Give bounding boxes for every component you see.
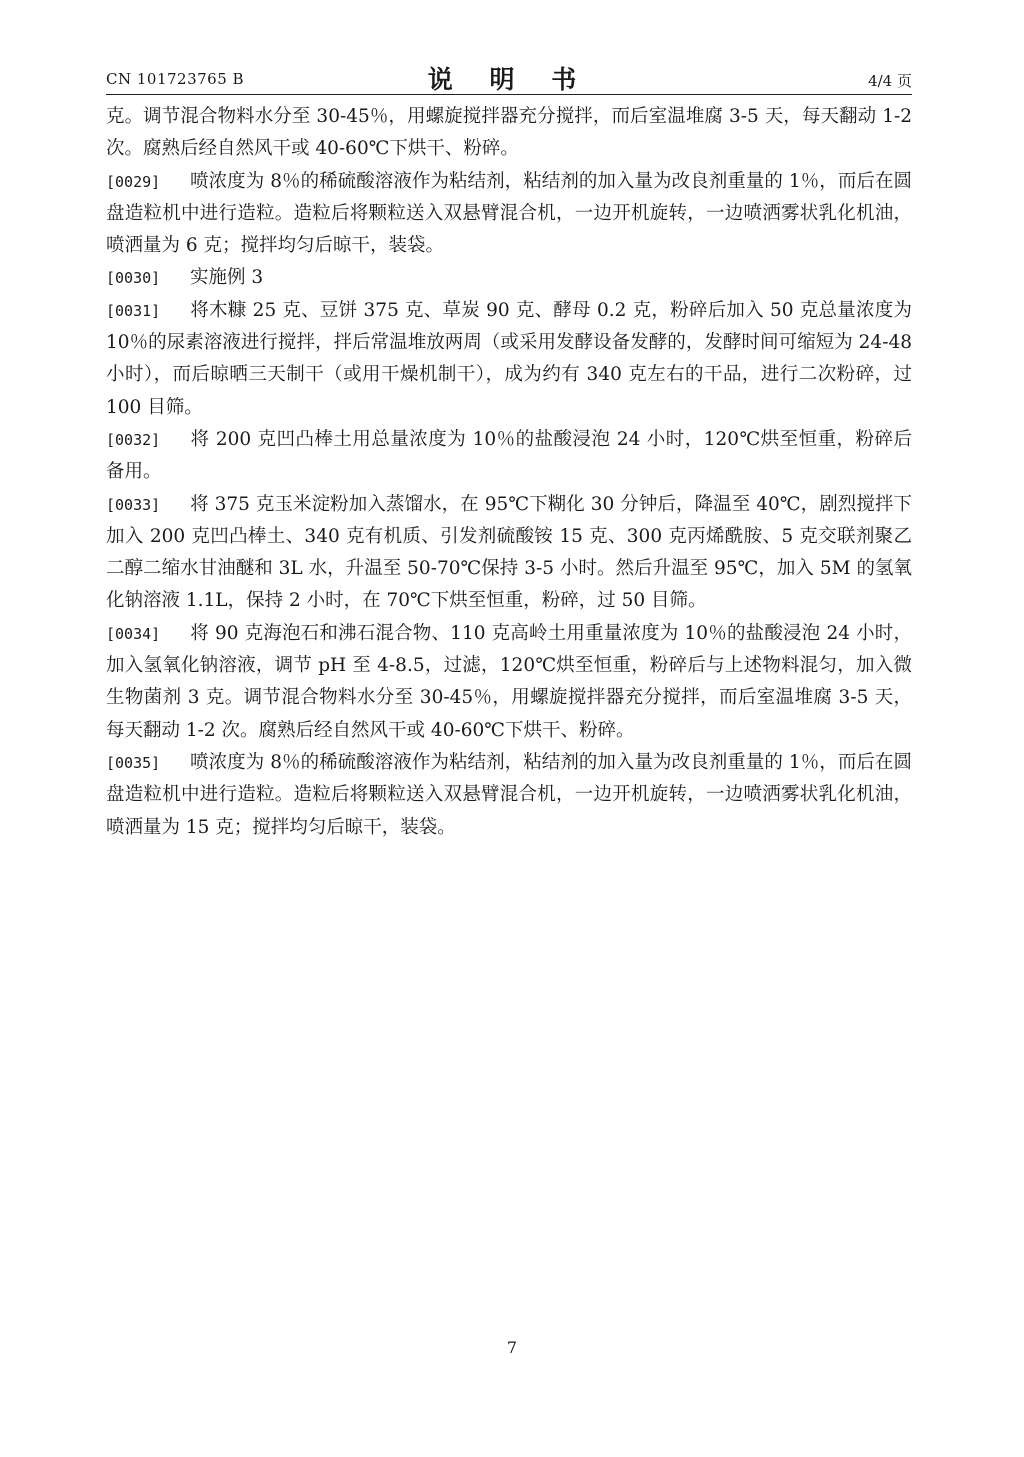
paragraph-text: 将 200 克凹凸棒土用总量浓度为 10％的盐酸浸泡 24 小时，120℃烘至恒重，粉碎后备用。 — [106, 428, 912, 483]
paragraph-number: [0029] — [106, 172, 161, 191]
paragraph-0035 — [106, 747, 912, 844]
paragraph-text: 喷浓度为 8％的稀硫酸溶液作为粘结剂，粘结剂的加入量为改良剂重量的 1％，而后在圆盘造粒机中进行造粒。造粒后将颗粒送入双悬臂混合机，一边开机旋转，一边喷洒雾状乳化机油，喷洒量为 15 克；搅拌均匀后晾干，装袋。 — [106, 751, 912, 838]
paragraph-number: [0033] — [106, 495, 161, 514]
paragraph-text: 将 375 克玉米淀粉加入蒸馏水，在 95℃下糊化 30 分钟后，降温至 40℃，剧烈搅拌下加入 200 克凹凸棒土、340 克有机质、引发剂硫酸铵 15 克、300 克丙烯酰胺、5 克交联剂聚乙二醇二缩水甘油醚和 3L 水，升温至 50-70℃保持 3-5 小时。然后升温至 95℃，加入 5M 的氢氧化钠溶液 1.1L，保持 2 小时，在 70℃下烘至恒重，粉碎，过 50 目筛。 — [106, 493, 912, 612]
header-rule — [106, 94, 912, 95]
paragraph-number: [0034] — [106, 624, 161, 643]
document-title: 说 明 书 — [427, 65, 591, 94]
paragraph-0030 — [106, 262, 912, 294]
page-number: 7 — [506, 1338, 518, 1357]
paragraph-number: [0032] — [106, 430, 161, 449]
document-body — [106, 101, 912, 844]
paragraph-text: 将木糠 25 克、豆饼 375 克、草炭 90 克、酵母 0.2 克，粉碎后加入 50 克总量浓度为 10％的尿素溶液进行搅拌，拌后常温堆放两周（或采用发酵设备发酵的，发酵时间可缩短为 24-48 小时），而后晾晒三天制干（或用干燥机制干），成为约有 340 克左右的干品，进行二次粉碎，过 100 目筛。 — [106, 299, 912, 418]
paragraph-text: 将 90 克海泡石和沸石混合物、110 克高岭土用重量浓度为 10％的盐酸浸泡 24 小时，加入氢氧化钠溶液，调节 pH 至 4-8.5，过滤，120℃烘至恒重，粉碎后与上述物料混匀，加入微生物菌剂 3 克。调节混合物料水分至 30-45％，用螺旋搅拌器充分搅拌，而后室温堆腐 3-5 天，每天翻动 1-2 次。腐熟后经自然风干或 40-60℃下烘干、粉碎。 — [106, 622, 912, 741]
page-header — [106, 58, 912, 94]
paragraph-0032 — [106, 424, 912, 489]
patent-number: CN 101723765 B — [106, 70, 245, 88]
page-count: 4/4 页 — [868, 72, 912, 90]
paragraph-0029 — [106, 166, 912, 263]
paragraph-number: [0030] — [106, 269, 161, 288]
paragraph-0031 — [106, 295, 912, 424]
paragraph-0034 — [106, 618, 912, 747]
paragraph-text: 实施例 3 — [190, 267, 264, 289]
paragraph-number: [0031] — [106, 301, 161, 320]
paragraph-text: 喷浓度为 8％的稀硫酸溶液作为粘结剂，粘结剂的加入量为改良剂重量的 1％，而后在圆盘造粒机中进行造粒。造粒后将颗粒送入双悬臂混合机，一边开机旋转，一边喷洒雾状乳化机油，喷洒量为 6 克；搅拌均匀后晾干，装袋。 — [106, 170, 912, 257]
paragraph-number: [0035] — [106, 753, 161, 772]
paragraph-0033 — [106, 489, 912, 618]
continuation-paragraph: 克。调节混合物料水分至 30-45％，用螺旋搅拌器充分搅拌，而后室温堆腐 3-5 天，每天翻动 1-2 次。腐熟后经自然风干或 40-60℃下烘干、粉碎。 — [106, 106, 912, 160]
